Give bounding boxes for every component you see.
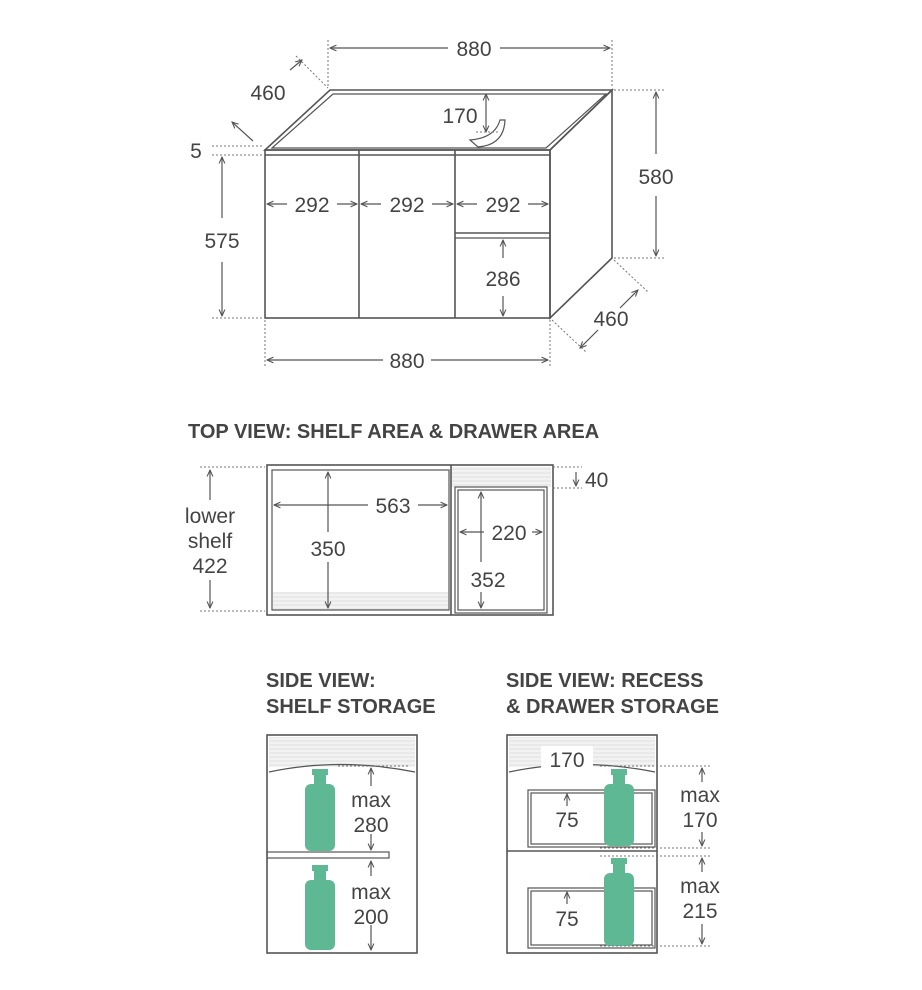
- cabinet-side: [550, 90, 612, 318]
- side-shelf-heading-2: SHELF STORAGE: [266, 696, 436, 718]
- side-shelf-heading-1: SIDE VIEW:: [266, 670, 376, 692]
- dim-depth-top: 460: [250, 82, 286, 105]
- side-drawer-upper-max-label: max: [680, 784, 720, 807]
- side-drawer-lower-max-value: 215: [682, 900, 718, 923]
- bottle-icon: [604, 769, 634, 846]
- cabinet-3d-view: [190, 38, 673, 373]
- shelf-front-strip: [273, 592, 448, 610]
- side-shelf-board: [267, 852, 389, 858]
- side-shelf-lower-max-value: 200: [353, 906, 389, 929]
- dim-width-top: 880: [456, 38, 492, 61]
- dim-door-width-2: 292: [389, 194, 425, 217]
- side-drawer-heading-1: SIDE VIEW: RECESS: [506, 670, 704, 692]
- dim-drawer2-gap: 75: [555, 908, 579, 931]
- dim-shelf-width: 563: [375, 495, 411, 518]
- dim-drawer-width: 220: [491, 522, 527, 545]
- dim-top-thickness: 5: [190, 140, 202, 163]
- dim-depth-bottom: 460: [593, 308, 629, 331]
- drawer-box: [455, 487, 547, 613]
- drawer-1-box: [528, 790, 655, 847]
- drawer-top-strip: [451, 467, 551, 487]
- dim-height-right: 580: [638, 166, 674, 189]
- side-drawer-upper-max-value: 170: [682, 809, 718, 832]
- dim-basin-depth: 170: [442, 105, 478, 128]
- side-shelf-lower-max-label: max: [351, 881, 391, 904]
- side-drawer-heading-2: & DRAWER STORAGE: [506, 696, 719, 718]
- dim-width-bottom: 880: [389, 350, 425, 373]
- bottle-icon: [305, 769, 335, 851]
- side-shelf-upper-max-label: max: [351, 789, 391, 812]
- side-drawer-lower-max-label: max: [680, 875, 720, 898]
- dim-body-height: 575: [204, 230, 240, 253]
- side-view-drawer: [506, 670, 720, 953]
- dim-shelf-depth: 350: [310, 538, 346, 561]
- side-shelf-top: [269, 737, 415, 767]
- side-shelf-upper-max-value: 280: [353, 814, 389, 837]
- bottle-icon: [604, 858, 634, 946]
- basin-rim: [272, 94, 606, 148]
- cabinet-front: [265, 150, 550, 318]
- dim-drawer1-gap: 75: [555, 809, 579, 832]
- dim-drawer-height: 286: [485, 268, 521, 291]
- dim-door-width-3: 292: [485, 194, 521, 217]
- drawer-2-box: [528, 888, 655, 948]
- dim-drawer-depth: 352: [470, 569, 506, 592]
- side-view-shelf: [266, 670, 436, 953]
- top-view: [185, 421, 608, 615]
- dim-door-width-1: 292: [294, 194, 330, 217]
- bottle-icon: [305, 865, 335, 950]
- shelf-area: [272, 470, 449, 610]
- top-view-heading: TOP VIEW: SHELF AREA & DRAWER AREA: [188, 421, 600, 443]
- drawer-area: [458, 490, 544, 610]
- lower-shelf-label-2: shelf: [187, 530, 233, 553]
- lower-shelf-label-1: lower: [184, 505, 236, 528]
- dim-offset: 40: [585, 469, 609, 492]
- lower-shelf-label-3: 422: [192, 555, 228, 578]
- dim-recess: 170: [549, 749, 585, 772]
